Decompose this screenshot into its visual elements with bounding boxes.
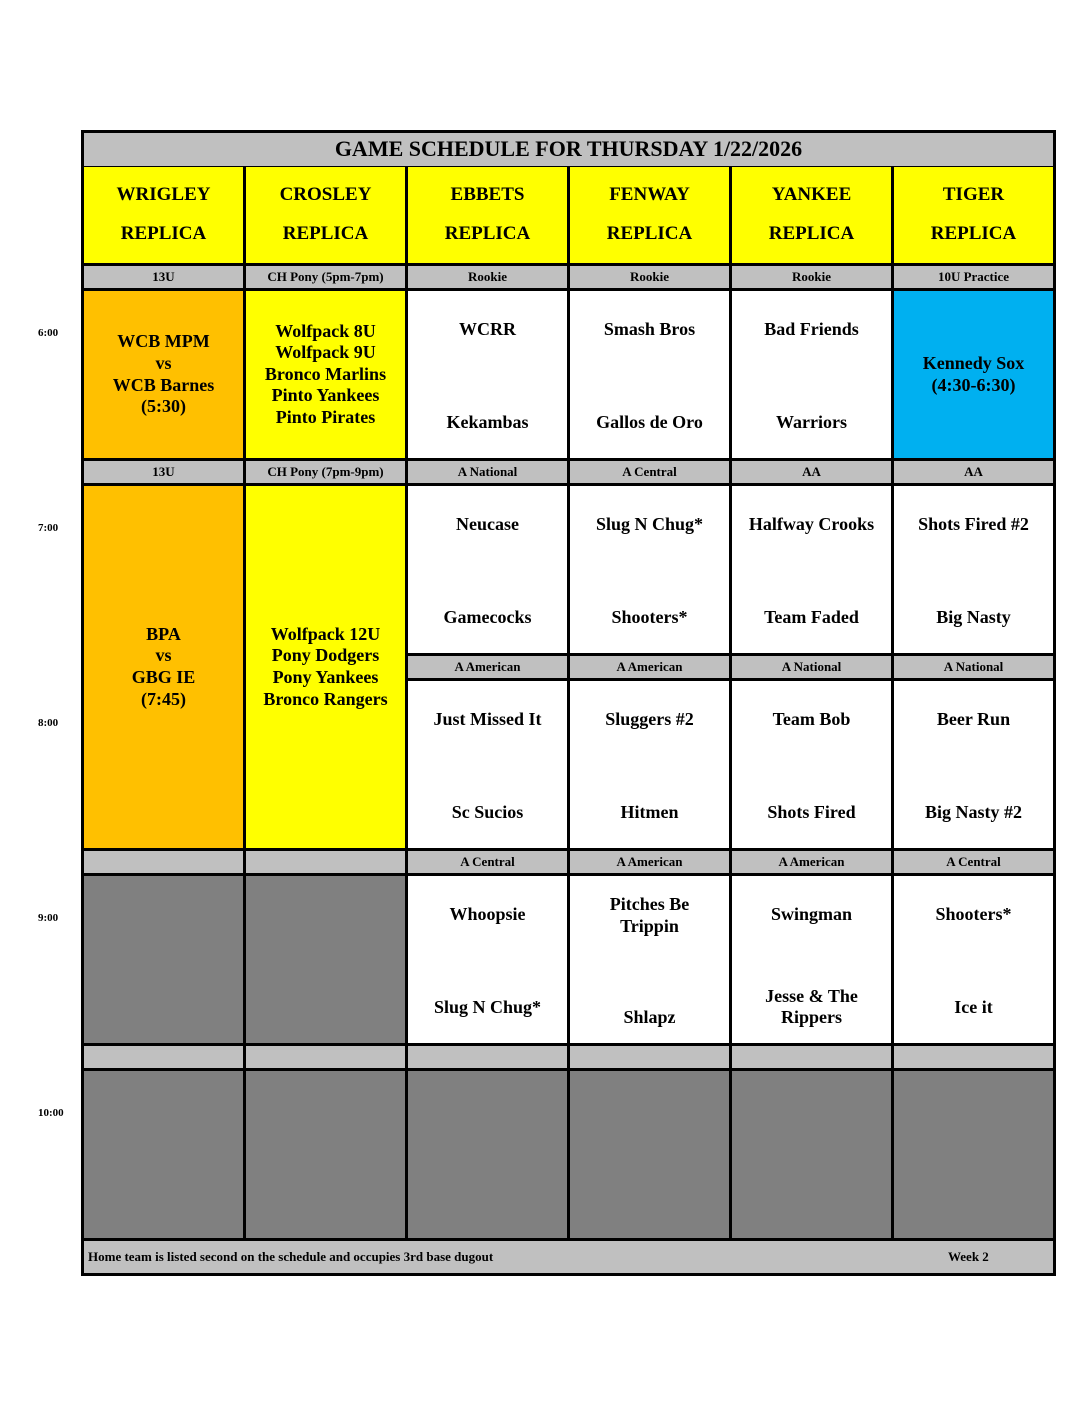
venue-sub: REPLICA	[768, 223, 855, 244]
game-fenway-3	[570, 681, 729, 848]
game-yankee-1	[732, 291, 891, 458]
division-label: 13U	[84, 461, 243, 483]
venue-tiger	[894, 167, 1053, 263]
home-team: Big Nasty	[936, 607, 1011, 628]
division-label: A Central	[894, 851, 1053, 873]
division-label-empty	[246, 1046, 405, 1068]
game-fenway-4	[570, 876, 729, 1043]
empty-slot	[570, 1071, 729, 1238]
empty-slot	[84, 1071, 243, 1238]
game-tiger-4	[894, 876, 1053, 1043]
home-team: Sc Sucios	[451, 802, 524, 823]
away-team: Pitches Be Trippin	[609, 894, 690, 936]
home-team: Hitmen	[620, 802, 679, 823]
away-team: Swingman	[770, 904, 853, 924]
team-line: vs	[155, 645, 172, 666]
game-ebbets-1	[408, 291, 567, 458]
division-label: A Central	[570, 461, 729, 483]
home-team: Gallos de Oro	[596, 412, 703, 433]
game-fenway-2	[570, 486, 729, 653]
game-block-crosley-2	[246, 486, 405, 848]
home-team: Shooters*	[611, 607, 688, 628]
game-block-wrigley-1	[84, 291, 243, 458]
division-label: CH Pony (5pm-7pm)	[246, 266, 405, 288]
team-line: WCB Barnes	[112, 374, 215, 395]
time-label-9: 9:00	[38, 912, 59, 924]
team-line: Kennedy Sox	[922, 352, 1025, 373]
team-line: (5:30)	[141, 396, 186, 417]
division-label: Rookie	[732, 266, 891, 288]
home-team: Shots Fired	[767, 802, 856, 823]
venue-sub: REPLICA	[444, 223, 531, 244]
division-label: AA	[894, 461, 1053, 483]
venue-name: YANKEE	[771, 184, 852, 206]
practice-block-tiger	[894, 291, 1053, 458]
game-tiger-3	[894, 681, 1053, 848]
team-line: Wolfpack 8U	[275, 320, 376, 341]
division-label: A National	[894, 656, 1053, 678]
division-label: A National	[732, 656, 891, 678]
game-yankee-4	[732, 876, 891, 1043]
schedule-table	[81, 130, 1056, 1276]
venue-fenway	[570, 167, 729, 263]
home-team: Warriors	[776, 412, 847, 433]
home-team: Team Faded	[764, 607, 859, 628]
away-team: Slug N Chug*	[595, 514, 704, 534]
division-label: CH Pony (7pm-9pm)	[246, 461, 405, 483]
empty-slot	[732, 1071, 891, 1238]
division-label-empty	[732, 1046, 891, 1068]
empty-slot	[408, 1071, 567, 1238]
footer-note: Home team is listed second on the schedule and occupies 3rd base dugout	[88, 1249, 494, 1265]
division-label-empty	[894, 1046, 1053, 1068]
venue-ebbets	[408, 167, 567, 263]
venue-name: WRIGLEY	[116, 184, 211, 206]
team-line: Bronco Rangers	[263, 688, 388, 709]
away-team: Smash Bros	[603, 319, 696, 339]
away-team: Halfway Crooks	[748, 514, 875, 534]
team-line: Pinto Pirates	[275, 406, 376, 427]
away-team: Neucase	[456, 514, 519, 534]
game-ebbets-4	[408, 876, 567, 1043]
home-team: Slug N Chug*	[433, 997, 542, 1018]
team-line: Pinto Yankees	[271, 385, 380, 406]
away-team: Team Bob	[772, 709, 851, 729]
venue-name: CROSLEY	[279, 184, 372, 206]
division-label-empty	[408, 1046, 567, 1068]
team-line: BPA	[146, 623, 181, 644]
home-team: Jesse & The Rippers	[765, 985, 858, 1028]
game-yankee-2	[732, 486, 891, 653]
footer	[84, 1241, 1053, 1273]
home-team: Kekambas	[446, 412, 529, 433]
division-label: 13U	[84, 266, 243, 288]
division-label: 10U Practice	[894, 266, 1053, 288]
away-team: Sluggers #2	[605, 709, 694, 729]
division-label: AA	[732, 461, 891, 483]
team-line: Bronco Marlins	[264, 363, 387, 384]
away-team: Beer Run	[936, 709, 1011, 729]
team-line: (4:30-6:30)	[931, 374, 1016, 395]
time-label-7: 7:00	[38, 522, 59, 534]
division-label: Rookie	[408, 266, 567, 288]
division-label: A American	[570, 851, 729, 873]
empty-slot	[246, 1071, 405, 1238]
team-line: Wolfpack 9U	[275, 342, 376, 363]
game-ebbets-2	[408, 486, 567, 653]
division-label-empty	[84, 851, 243, 873]
away-team: WCRR	[459, 319, 516, 339]
game-ebbets-3	[408, 681, 567, 848]
team-line: GBG IE	[131, 667, 196, 687]
venue-name: FENWAY	[609, 184, 690, 206]
division-label: A American	[732, 851, 891, 873]
team-line: Pony Yankees	[272, 667, 379, 687]
time-label-8: 8:00	[38, 717, 59, 729]
venue-crosley	[246, 167, 405, 263]
venue-sub: REPLICA	[930, 223, 1017, 244]
game-block-wrigley-2	[84, 486, 243, 848]
home-team: Ice it	[954, 997, 993, 1018]
team-line: Wolfpack 12U	[270, 623, 381, 644]
venue-wrigley	[84, 167, 243, 263]
away-team: Shooters*	[935, 904, 1012, 924]
home-team: Big Nasty #2	[924, 802, 1022, 823]
division-label-empty	[246, 851, 405, 873]
time-label-10: 10:00	[38, 1107, 64, 1119]
page-title: GAME SCHEDULE FOR THURSDAY 1/22/2026	[84, 133, 1053, 166]
division-label-empty	[570, 1046, 729, 1068]
away-team: Whoopsie	[449, 904, 526, 924]
division-label: A National	[408, 461, 567, 483]
venue-sub: REPLICA	[606, 223, 693, 244]
empty-slot	[246, 876, 405, 1043]
game-tiger-2	[894, 486, 1053, 653]
venue-name: TIGER	[942, 184, 1005, 206]
venue-name: EBBETS	[450, 184, 525, 206]
venue-sub: REPLICA	[282, 223, 369, 244]
team-line: WCB MPM	[117, 331, 210, 352]
team-line: vs	[155, 352, 172, 373]
week-label: Week 2	[948, 1249, 989, 1265]
away-team: Just Missed It	[433, 709, 542, 729]
game-yankee-3	[732, 681, 891, 848]
game-block-crosley-1	[246, 291, 405, 458]
team-line: (7:45)	[141, 688, 186, 709]
away-team: Shots Fired #2	[918, 514, 1029, 534]
venue-sub: REPLICA	[120, 223, 207, 244]
time-label-6: 6:00	[38, 327, 59, 339]
venue-yankee	[732, 167, 891, 263]
home-team: Shlapz	[623, 1007, 676, 1028]
division-label: A American	[408, 656, 567, 678]
division-label: A American	[570, 656, 729, 678]
empty-slot	[84, 876, 243, 1043]
away-team: Bad Friends	[764, 319, 859, 339]
home-team: Gamecocks	[443, 607, 532, 628]
team-line: Pony Dodgers	[271, 645, 380, 666]
division-label-empty	[84, 1046, 243, 1068]
empty-slot	[894, 1071, 1053, 1238]
division-label: Rookie	[570, 266, 729, 288]
division-label: A Central	[408, 851, 567, 873]
game-fenway-1	[570, 291, 729, 458]
